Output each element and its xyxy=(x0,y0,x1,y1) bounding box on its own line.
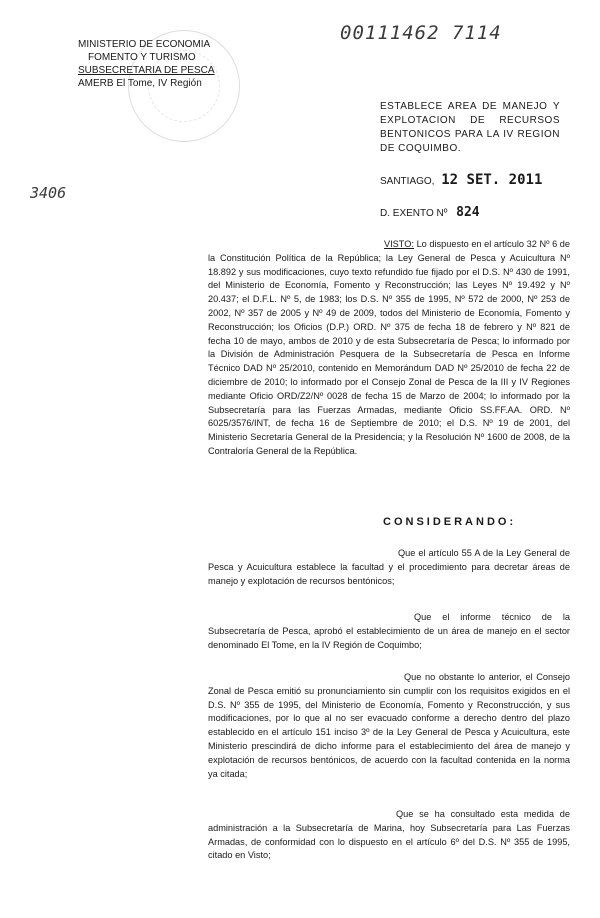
handwritten-margin-note: 3406 xyxy=(30,184,67,202)
ministry-line-2: FOMENTO Y TURISMO xyxy=(88,52,196,63)
considerando-paragraph-3: Que no obstante lo anterior, el Consejo Zonal de Pesca emitió su pronunciamiento sin cumplir con los requisitos exigidos en el D.S. Nº 355 de 1995, del Ministerio de Economía, Fomento y Reconstrucción, y sus modificaciones, por lo que al no ser evacuado conforme a derecho dentro del plazo establecido en el artículo 151 inciso 3º de la Ley General de Pesca y Acuicultura, este Ministerio prescindirá de dicho informe para el establecimiento del área de manejo y explotación de recursos bentónicos, de acuerdo con la facultad contenida en la norma ya citada; xyxy=(208,672,570,779)
considerando-paragraph-1: Que el artículo 55 A de la Ley General de Pesca y Acuicultura establece la facultad y el procedimiento para decretar áreas de manejo y explotación de recursos bentónicos; xyxy=(208,548,570,586)
visto-label: VISTO: xyxy=(384,239,414,249)
decree-label: D. EXENTO Nº xyxy=(380,208,448,219)
ministry-line: MINISTERIO DE ECONOMIA xyxy=(78,39,211,50)
visto-text: Lo dispuesto en el artículo 32 Nº 6 de la Constitución Política de la República; la Ley General de Pesca y Acuicultura Nº 18.892 y sus modificaciones, cuyo texto refundido fue fijado por el D.S. Nº 430 de 1991, del Ministerio de Economía, Fomento y Reconstrucción; las Leyes Nº 19.492 y Nº 20.437; el D.F.L. Nº 5, de 1983; los D.S. Nº 355 de 1995, Nº 572 de 2000, Nº 253 de 2002, Nº 357 de 2005 y Nº 49 de 2009, todos del Ministerio de Economía, Fomento y Reconstrucción; los Oficios (D.P.) ORD. Nº 375 de fecha 18 de febrero y Nº 821 de fecha 10 de mayo, ambos de 2010 y de esta Subsecretaría de Pesca; lo informado por la División de Administración Pesquera de la Subsecretaría de Pesca en Informe Técnico DAD Nº 25/2010, contenido en Memorándum DAD Nº 25/2010 de fecha 22 de diciembre de 2010; lo informado por el Consejo Zonal de Pesca de la III y IV Regiones mediante Oficio ORD/Z2/Nº 0028 de fecha 15 de Marzo de 2004; lo informado por la Subsecretaría para las Fuerzas Armadas, mediante Oficio SS.FF.AA. ORD. Nº 6025/3576/INT, de fecha 16 de Septiembre de 2010; el D.S. Nº 19 de 2001, del Ministerio Secretaría General de la Presidencia; y la Resolución Nº 1600 de 2008, de la Contraloría General de la República. xyxy=(208,239,570,456)
considerando-paragraph-4: Que se ha consultado esta medida de administración a la Subsecretaría de Marina, hoy Subsecretaría para Las Fuerzas Armadas, de conformidad con lo dispuesto en el artículo 6º del D.S. Nº 355 de 1995, citado en Visto; xyxy=(208,809,570,861)
dateline-date-stamp: 12 SET. 2011 xyxy=(441,172,543,188)
handwritten-document-number: 00111462 7114 xyxy=(340,22,502,44)
area-line: AMERB El Tome, IV Región xyxy=(78,78,202,89)
subsecretaria-line: SUBSECRETARIA DE PESCA xyxy=(78,65,215,76)
dateline-city: SANTIAGO, xyxy=(380,176,435,187)
considerando-paragraph-2: Que el informe técnico de la Subsecretaría de Pesca, aprobó el establecimiento de un área de manejo en el sector denominado El Tome, en la IV Región de Coquimbo; xyxy=(208,612,570,650)
decree-number xyxy=(380,205,480,220)
considerando-heading: CONSIDERANDO: xyxy=(383,516,517,528)
decree-title: ESTABLECE AREA DE MANEJO Y EXPLOTACION DE RECURSOS BENTONICOS PARA LA IV REGION DE COQUIMBO. xyxy=(380,101,560,154)
issuing-authority-header xyxy=(78,38,215,90)
decree-number-stamp: 824 xyxy=(456,205,480,220)
dateline xyxy=(380,172,542,188)
visto-paragraph xyxy=(208,238,570,459)
